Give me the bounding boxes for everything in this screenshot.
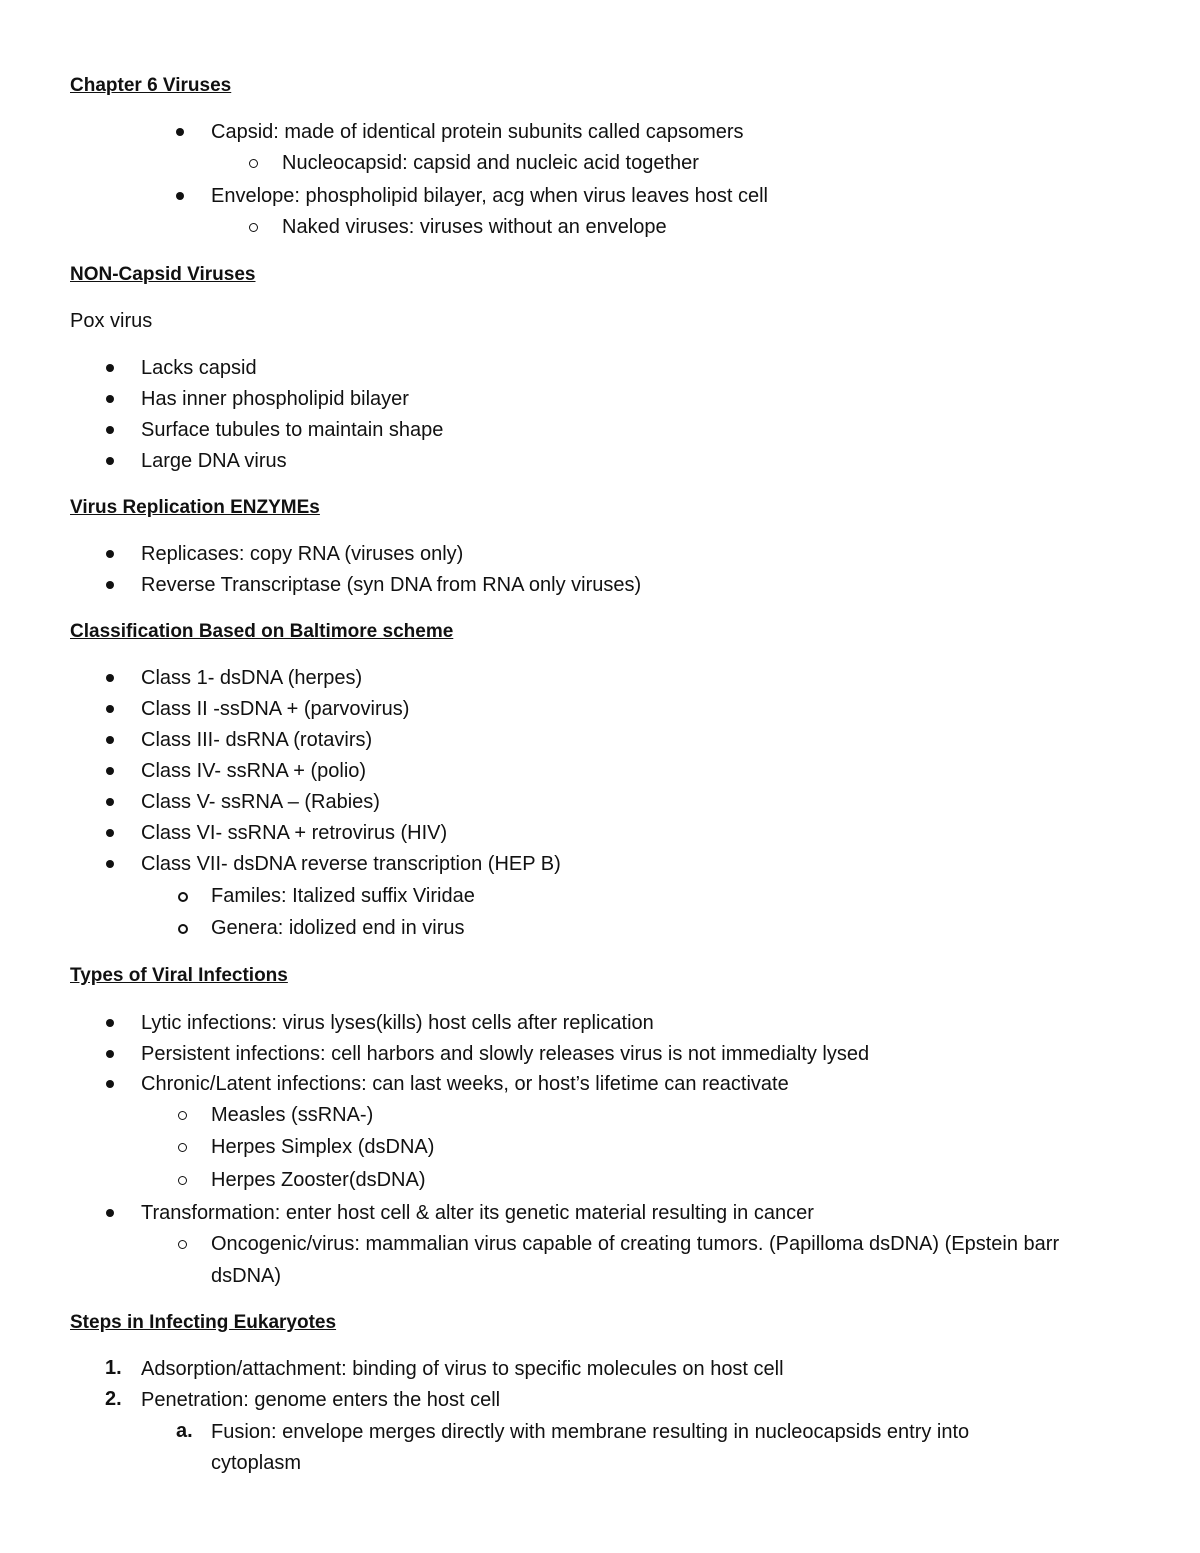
list-number: 2.: [105, 1388, 122, 1410]
list-item: Nucleocapsid: capsid and nucleic acid together: [282, 152, 699, 174]
list-item: Fusion: envelope merges directly with membrane resulting in nucleocapsids entry into: [211, 1421, 970, 1443]
hollow-bullet-icon: [178, 1143, 187, 1152]
hollow-bullet-icon: [178, 892, 188, 902]
list-item: Adsorption/attachment: binding of virus to specific molecules on host cell: [141, 1358, 784, 1380]
bullet-icon: [106, 705, 114, 713]
list-item-continuation: dsDNA): [211, 1265, 282, 1287]
hollow-bullet-icon: [178, 1176, 187, 1185]
bullet-icon: [106, 581, 114, 589]
bullet-icon: [106, 767, 114, 775]
hollow-bullet-icon: [249, 223, 258, 232]
list-item: Capsid: made of identical protein subunits called capsomers: [211, 121, 744, 143]
list-item: Penetration: genome enters the host cell: [141, 1389, 501, 1411]
hollow-bullet-icon: [178, 1240, 187, 1249]
list-item: Surface tubules to maintain shape: [141, 419, 444, 441]
hollow-bullet-icon: [178, 1111, 187, 1120]
list-item: Has inner phospholipid bilayer: [141, 388, 409, 410]
heading-infections: Types of Viral Infections: [70, 965, 288, 986]
list-item: Class II -ssDNA + (parvovirus): [141, 698, 410, 720]
bullet-icon: [106, 1209, 114, 1217]
bullet-icon: [106, 674, 114, 682]
bullet-icon: [176, 128, 184, 136]
bullet-icon: [106, 736, 114, 744]
bullet-icon: [106, 829, 114, 837]
list-item: Familes: Italized suffix Viridae: [211, 885, 475, 907]
list-item-continuation: cytoplasm: [211, 1452, 302, 1474]
list-item: Lytic infections: virus lyses(kills) host cells after replication: [141, 1012, 654, 1034]
list-item: Persistent infections: cell harbors and slowly releases virus is not immedialty lysed: [141, 1043, 870, 1065]
list-item: Herpes Simplex (dsDNA): [211, 1136, 435, 1158]
list-item: Large DNA virus: [141, 450, 287, 472]
list-item: Replicases: copy RNA (viruses only): [141, 543, 464, 565]
bullet-icon: [106, 860, 114, 868]
list-item: Class VI- ssRNA + retrovirus (HIV): [141, 822, 448, 844]
subheading-pox-virus: Pox virus: [70, 310, 153, 332]
bullet-icon: [106, 798, 114, 806]
bullet-icon: [106, 1019, 114, 1027]
bullet-icon: [106, 395, 114, 403]
list-item: Reverse Transcriptase (syn DNA from RNA only viruses): [141, 574, 642, 596]
list-item: Chronic/Latent infections: can last weeks, or host’s lifetime can reactivate: [141, 1073, 789, 1095]
bullet-icon: [106, 426, 114, 434]
bullet-icon: [106, 1080, 114, 1088]
hollow-bullet-icon: [249, 159, 258, 168]
heading-chapter: Chapter 6 Viruses: [70, 75, 232, 96]
heading-noncapsid: NON-Capsid Viruses: [70, 264, 256, 285]
heading-steps: Steps in Infecting Eukaryotes: [70, 1312, 337, 1333]
list-item: Class 1- dsDNA (herpes): [141, 667, 363, 689]
bullet-icon: [176, 192, 184, 200]
list-item: Herpes Zooster(dsDNA): [211, 1169, 426, 1191]
list-item: Lacks capsid: [141, 357, 257, 379]
list-item: Class V- ssRNA – (Rabies): [141, 791, 380, 813]
list-letter: a.: [176, 1420, 193, 1442]
bullet-icon: [106, 457, 114, 465]
list-item: Naked viruses: viruses without an envelope: [282, 216, 667, 238]
list-item: Oncogenic/virus: mammalian virus capable of creating tumors. (Papilloma dsDNA) (Epstein barr: [211, 1233, 1060, 1255]
list-item: Measles (ssRNA-): [211, 1104, 374, 1126]
heading-enzymes: Virus Replication ENZYMEs: [70, 497, 320, 518]
list-item: Class VII- dsDNA reverse transcription (HEP B): [141, 853, 561, 875]
bullet-icon: [106, 1050, 114, 1058]
list-item: Class III- dsRNA (rotavirs): [141, 729, 373, 751]
list-number: 1.: [105, 1357, 122, 1379]
hollow-bullet-icon: [178, 924, 188, 934]
bullet-icon: [106, 550, 114, 558]
list-item: Envelope: phospholipid bilayer, acg when virus leaves host cell: [211, 185, 769, 207]
list-item: Class IV- ssRNA + (polio): [141, 760, 367, 782]
heading-baltimore: Classification Based on Baltimore scheme: [70, 621, 454, 642]
list-item: Transformation: enter host cell & alter its genetic material resulting in cancer: [141, 1202, 814, 1224]
list-item: Genera: idolized end in virus: [211, 917, 465, 939]
bullet-icon: [106, 364, 114, 372]
